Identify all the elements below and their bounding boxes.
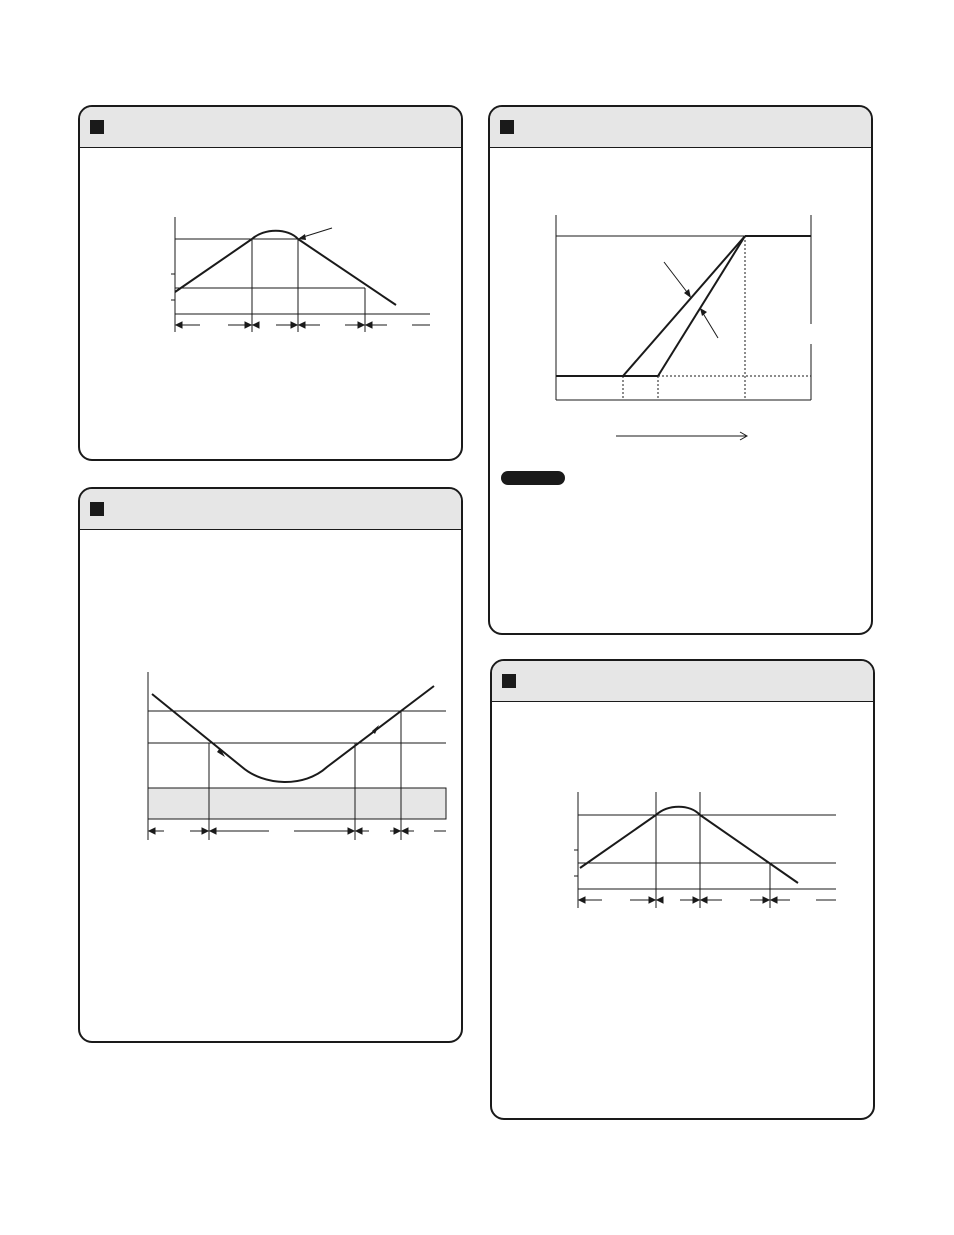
dimension-arrowhead [394, 828, 400, 834]
dimension-arrowhead [402, 828, 408, 834]
dimension-arrowhead [149, 828, 155, 834]
dimension-arrowhead [693, 897, 699, 903]
profile-curve [175, 231, 396, 305]
dimension-arrowhead [299, 322, 305, 328]
dimension-arrowhead [253, 322, 259, 328]
dimension-arrowhead [771, 897, 777, 903]
fall-dip-rise-diagram [78, 487, 463, 1043]
profile-curve [580, 807, 798, 883]
dimension-arrowhead [202, 828, 208, 834]
callout-arrowhead [298, 234, 306, 240]
two-ramp-lines-diagram [488, 105, 873, 635]
ramp-line-gentle [658, 236, 745, 376]
callout-leader [664, 262, 690, 296]
dimension-arrowhead [579, 897, 585, 903]
panel-top-right [488, 105, 873, 635]
dimension-arrowhead [176, 322, 182, 328]
rise-plateau-fall-diagram [78, 105, 463, 461]
dimension-arrowhead [366, 322, 372, 328]
dimension-arrowhead [348, 828, 354, 834]
dimension-arrowhead [358, 322, 364, 328]
panel-top-left [78, 105, 463, 461]
dimension-arrowhead [657, 897, 663, 903]
dimension-arrowhead [210, 828, 216, 834]
callout-arrowhead [684, 289, 691, 298]
dimension-arrowhead [245, 322, 251, 328]
dimension-arrowhead [701, 897, 707, 903]
ramp-line-steep [623, 236, 745, 376]
dimension-arrowhead [356, 828, 362, 834]
dimension-arrowhead [649, 897, 655, 903]
profile-curve [152, 686, 434, 782]
callout-arrowhead [700, 308, 707, 316]
panel-middle-left [78, 487, 463, 1043]
dimension-arrowhead [763, 897, 769, 903]
dimension-arrowhead [291, 322, 297, 328]
rise-plateau-fall-diagram [490, 659, 875, 1120]
panel-bottom-right [490, 659, 875, 1120]
note-badge [501, 471, 565, 485]
